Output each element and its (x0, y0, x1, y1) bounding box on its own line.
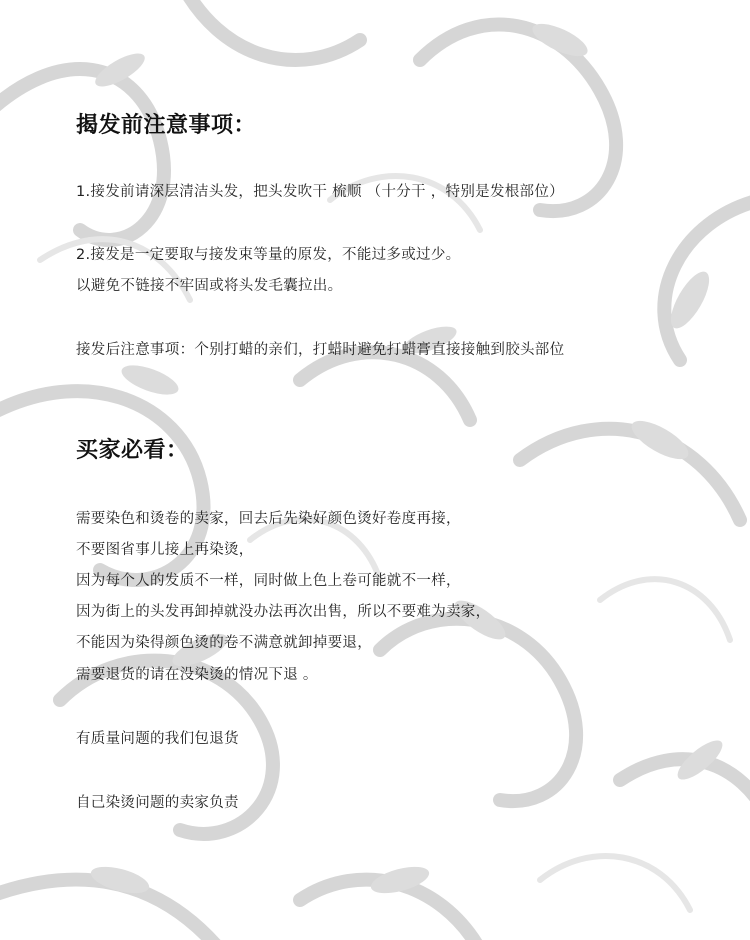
buyer-note-line: 不能因为染得颜色烫的卷不满意就卸掉要退， (76, 635, 372, 651)
instruction-item-2-line-2: 以避免不链接不牢固或将头发毛囊拉出。 (76, 278, 343, 294)
instruction-item-1: 1.接发前请深层清洁头发，把头发吹干 梳顺 （十分干 ，特别是发根部位） (76, 184, 564, 200)
after-extension-note: 接发后注意事项：个别打蜡的亲们，打蜡时避免打蜡膏直接接触到胶头部位 (76, 342, 565, 358)
quality-return-note: 有质量问题的我们包退货 (76, 731, 239, 747)
instruction-item-2-line-1: 2.接发是一定要取与接发束等量的原发，不能过多或过少。 (76, 247, 461, 263)
section-title-buyers-must-read: 买家必看： (76, 438, 189, 463)
buyer-note-line: 需要染色和烫卷的卖家，回去后先染好颜色烫好卷度再接， (76, 511, 461, 527)
self-dye-responsibility-note: 自己染烫问题的卖家负责 (76, 795, 239, 811)
buyer-note-line: 因为街上的头发再卸掉就没办法再次出售，所以不要难为卖家， (76, 604, 491, 620)
buyer-note-line: 不要图省事儿接上再染烫， (76, 542, 254, 558)
section-title-before-extension: 揭发前注意事项： (76, 113, 257, 138)
buyer-note-line: 因为每个人的发质不一样，同时做上色上卷可能就不一样， (76, 573, 461, 589)
buyer-note-line: 需要退货的请在没染烫的情况下退 。 (76, 667, 318, 683)
